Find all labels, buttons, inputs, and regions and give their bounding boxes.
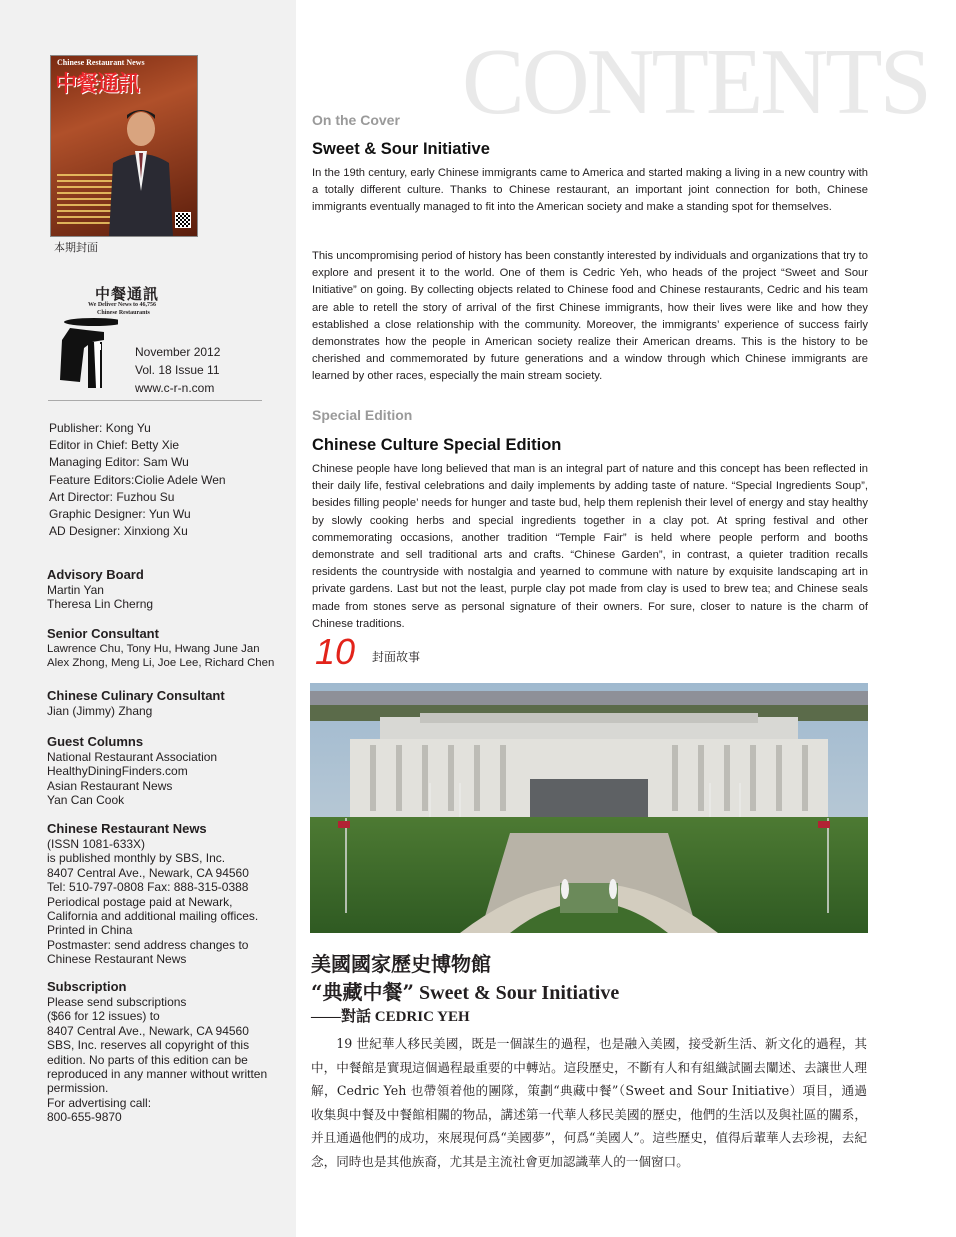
- cover-masthead-zh: 中餐通訊: [55, 71, 140, 97]
- guest-column-line: National Restaurant Association: [47, 750, 218, 764]
- guest-column-line: Asian Restaurant News: [47, 778, 173, 793]
- on-the-cover-label: On the Cover: [312, 112, 400, 128]
- publication-logo-zh: 中餐通訊: [95, 285, 160, 303]
- publication-info-heading: Chinese Restaurant News: [47, 821, 207, 836]
- subscription-line: Please send subscriptions: [47, 995, 187, 1009]
- cover-qr-code: [175, 212, 191, 228]
- cover-story-para-2: This uncompromising period of history has been constantly interested by individuals and organizations that try to explore and present it to the world. One of them is Cedric Yeh, who heads of the project “Sweet and Sour Initiative” on going. By collecting objects related to Chinese food and Chinese restaurants, Cedric and his team are able to retell the story of arrival of the first Chinese immigrants, how their lives were like and how they established a close relationship with the community. Moreover, the immigrants’ experience of success fairly demonstrates how the people in American society realize their American dreams. This is the history to be cherished and commemorated by future generations and a window through which Chinese immigrants are learned by other races, especially the main stream society.: [312, 250, 868, 383]
- advisory-member: Martin Yan: [47, 583, 104, 597]
- guest-columns-heading: Guest Columns: [47, 734, 144, 749]
- publication-info-block: [47, 821, 258, 967]
- staff-line: AD Designer: Xinxiong Xu: [49, 524, 188, 539]
- museum-photo: [310, 683, 868, 933]
- feature-page-label: 封面故事: [372, 650, 421, 664]
- feature-subtitle-zh: “典藏中餐”: [311, 980, 415, 1004]
- staff-line: Art Director: Fuzhou Su: [49, 489, 175, 504]
- cover-masthead-en: Chinese Restaurant News: [57, 58, 145, 67]
- publication-info-line: 8407 Central Ave., Newark, CA 94560: [47, 865, 249, 880]
- feature-byline: ——對話 CEDRIC YEH: [311, 1009, 470, 1025]
- publication-info-line: Periodical postage paid at Newark,: [47, 894, 233, 909]
- subscription-line: permission.: [47, 1081, 109, 1096]
- culinary-consultant-heading: Chinese Culinary Consultant: [47, 688, 225, 703]
- advisory-board-heading: Advisory Board: [47, 567, 144, 582]
- feature-title-zh[interactable]: 美國國家歷史博物館: [311, 952, 491, 976]
- subscription-line: For advertising call:: [47, 1095, 152, 1110]
- subscription-line: 8407 Central Ave., Newark, CA 94560: [47, 1023, 249, 1038]
- senior-consultant-line: Alex Zhong, Meng Li, Joe Lee, Richard Chen: [47, 657, 275, 670]
- feature-page-number[interactable]: 10: [315, 631, 356, 672]
- guest-columns-block: [47, 734, 217, 808]
- waiter-logo-icon: [58, 318, 118, 388]
- special-edition-para: Chinese people have long believed that man is an integral part of nature and this concept has been reflected in their daily life, festival celebrations and daily implements by adding taste of nature. “Special Ingredients Soup”, besides filling people’ needs for hunger and taste bud, help them replenish their level of energy and stay healthy by slowly cooking herbs and special ingredients together in a clay pot. At spring festival and other commemorating occasions, another tradition “Temple Fair” is held where people perform and booths demonstrate and sell traditional arts and crafts. “Chinese Garden”, in contrast, a quieter tradition recalls residents the countryside with nostalgia and yearned to commune with nature by exquisite landscaping art in private gardens. Last but not the least, purple clay pot made from clay is used to brew tea; and Chinese seals made from stones serve as personal signature of their owners. For sure, closer to nature is the charm of Chinese traditions.: [312, 463, 868, 630]
- senior-consultant-block: [47, 626, 274, 671]
- cover-thumbnail[interactable]: [50, 55, 198, 237]
- staff-line: Feature Editors:Ciolie Adele Wen: [49, 472, 226, 487]
- staff-list: [49, 420, 226, 540]
- guest-column-line: Yan Can Cook: [47, 793, 125, 808]
- staff-line: Publisher: Kong Yu: [49, 421, 151, 435]
- feature-subtitle-en: Sweet & Sour Initiative: [414, 982, 620, 1004]
- subscription-line: reproduced in any manner without written: [47, 1067, 268, 1082]
- senior-consultant-heading: Senior Consultant: [47, 626, 159, 641]
- cover-portrait-image: [101, 101, 181, 236]
- culinary-consultant-block: [47, 688, 225, 718]
- senior-consultant-line: Lawrence Chu, Tony Hu, Hwang June Jan: [47, 643, 260, 655]
- subscription-heading: Subscription: [47, 979, 127, 994]
- issue-website-link[interactable]: www.c-r-n.com: [135, 381, 215, 395]
- publication-info-line: is published monthly by SBS, Inc.: [47, 851, 226, 866]
- staff-line: Editor in Chief: Betty Xie: [49, 438, 180, 453]
- publication-logo-tagline: We Deliver News to 46,756: [88, 302, 157, 308]
- cover-story-headline[interactable]: Sweet & Sour Initiative: [312, 140, 490, 158]
- advisory-member: Theresa Lin Cherng: [47, 597, 154, 612]
- special-edition-label: Special Edition: [312, 407, 413, 423]
- cover-caption: 本期封面: [54, 241, 98, 254]
- masthead-sidebar: [0, 0, 296, 1237]
- advisory-board-block: [47, 567, 153, 612]
- contents-title: CONTENTS: [462, 30, 929, 134]
- staff-line: Managing Editor: Sam Wu: [49, 455, 189, 470]
- sidebar-divider: [48, 400, 262, 401]
- publication-info-line: Printed in China: [47, 923, 133, 938]
- publication-info-line: Chinese Restaurant News: [47, 952, 187, 967]
- staff-line: Graphic Designer: Yun Wu: [49, 507, 191, 522]
- feature-body-zh: 19 世紀華人移民美國，既是一個謀生的過程，也是融入美國，接受新生活、新文化的過程，其中，中餐館是實現這個過程最重要的中轉站。這段歷史，不斷有人和有組織試圖去闡述、去讓世人理解，Cedric Yeh 也帶領着他的團隊，策劃“典藏中餐”（Sweet and Sour Initiative）項目，通過收集與中餐及中餐館相關的物品，講述第一代華人移民美國的歷史，他們的生活以及與社區的關系，并且通過他們的成功，來展現何爲“美國夢”，何爲“美國人”。這些歷史，值得后輩華人去珍視，去紀念，同時也是其他族裔，尤其是主流社會更加認識華人的一個窗口。: [311, 1036, 867, 1169]
- issue-date: November 2012: [135, 345, 221, 359]
- culinary-consultant-line: Jian (Jimmy) Zhang: [47, 704, 153, 718]
- feature-subtitle: [311, 978, 619, 1007]
- special-edition-headline[interactable]: Chinese Culture Special Edition: [312, 436, 562, 454]
- subscription-block: [47, 979, 267, 1125]
- publication-logo-tagline-2: Chinese Restaurants: [97, 310, 150, 316]
- publication-info-line: Tel: 510-797-0808 Fax: 888-315-0388: [47, 880, 249, 895]
- issue-info: [135, 343, 220, 397]
- subscription-line: SBS, Inc. reserves all copyright of this: [47, 1038, 250, 1053]
- cover-story-para-1: In the 19th century, early Chinese immigrants came to America and started making a living in a new country with a totally different culture. Thanks to Chinese restaurant, an important joint connection for both, Chinese immigrants eventually managed to fit into the American society and make a standing spot for themselves.: [312, 167, 868, 214]
- subscription-line: edition. No parts of this edition can be: [47, 1052, 248, 1067]
- publication-info-line: California and additional mailing offices.: [47, 909, 259, 924]
- publication-info-line: Postmaster: send address changes to: [47, 937, 249, 952]
- guest-column-line: HealthyDiningFinders.com: [47, 764, 188, 779]
- issue-volume: Vol. 18 Issue 11: [135, 363, 220, 377]
- subscription-line: ($66 for 12 issues) to: [47, 1009, 160, 1024]
- publication-info-line: (ISSN 1081-633X): [47, 837, 146, 851]
- subscription-phone: 800-655-9870: [47, 1110, 122, 1125]
